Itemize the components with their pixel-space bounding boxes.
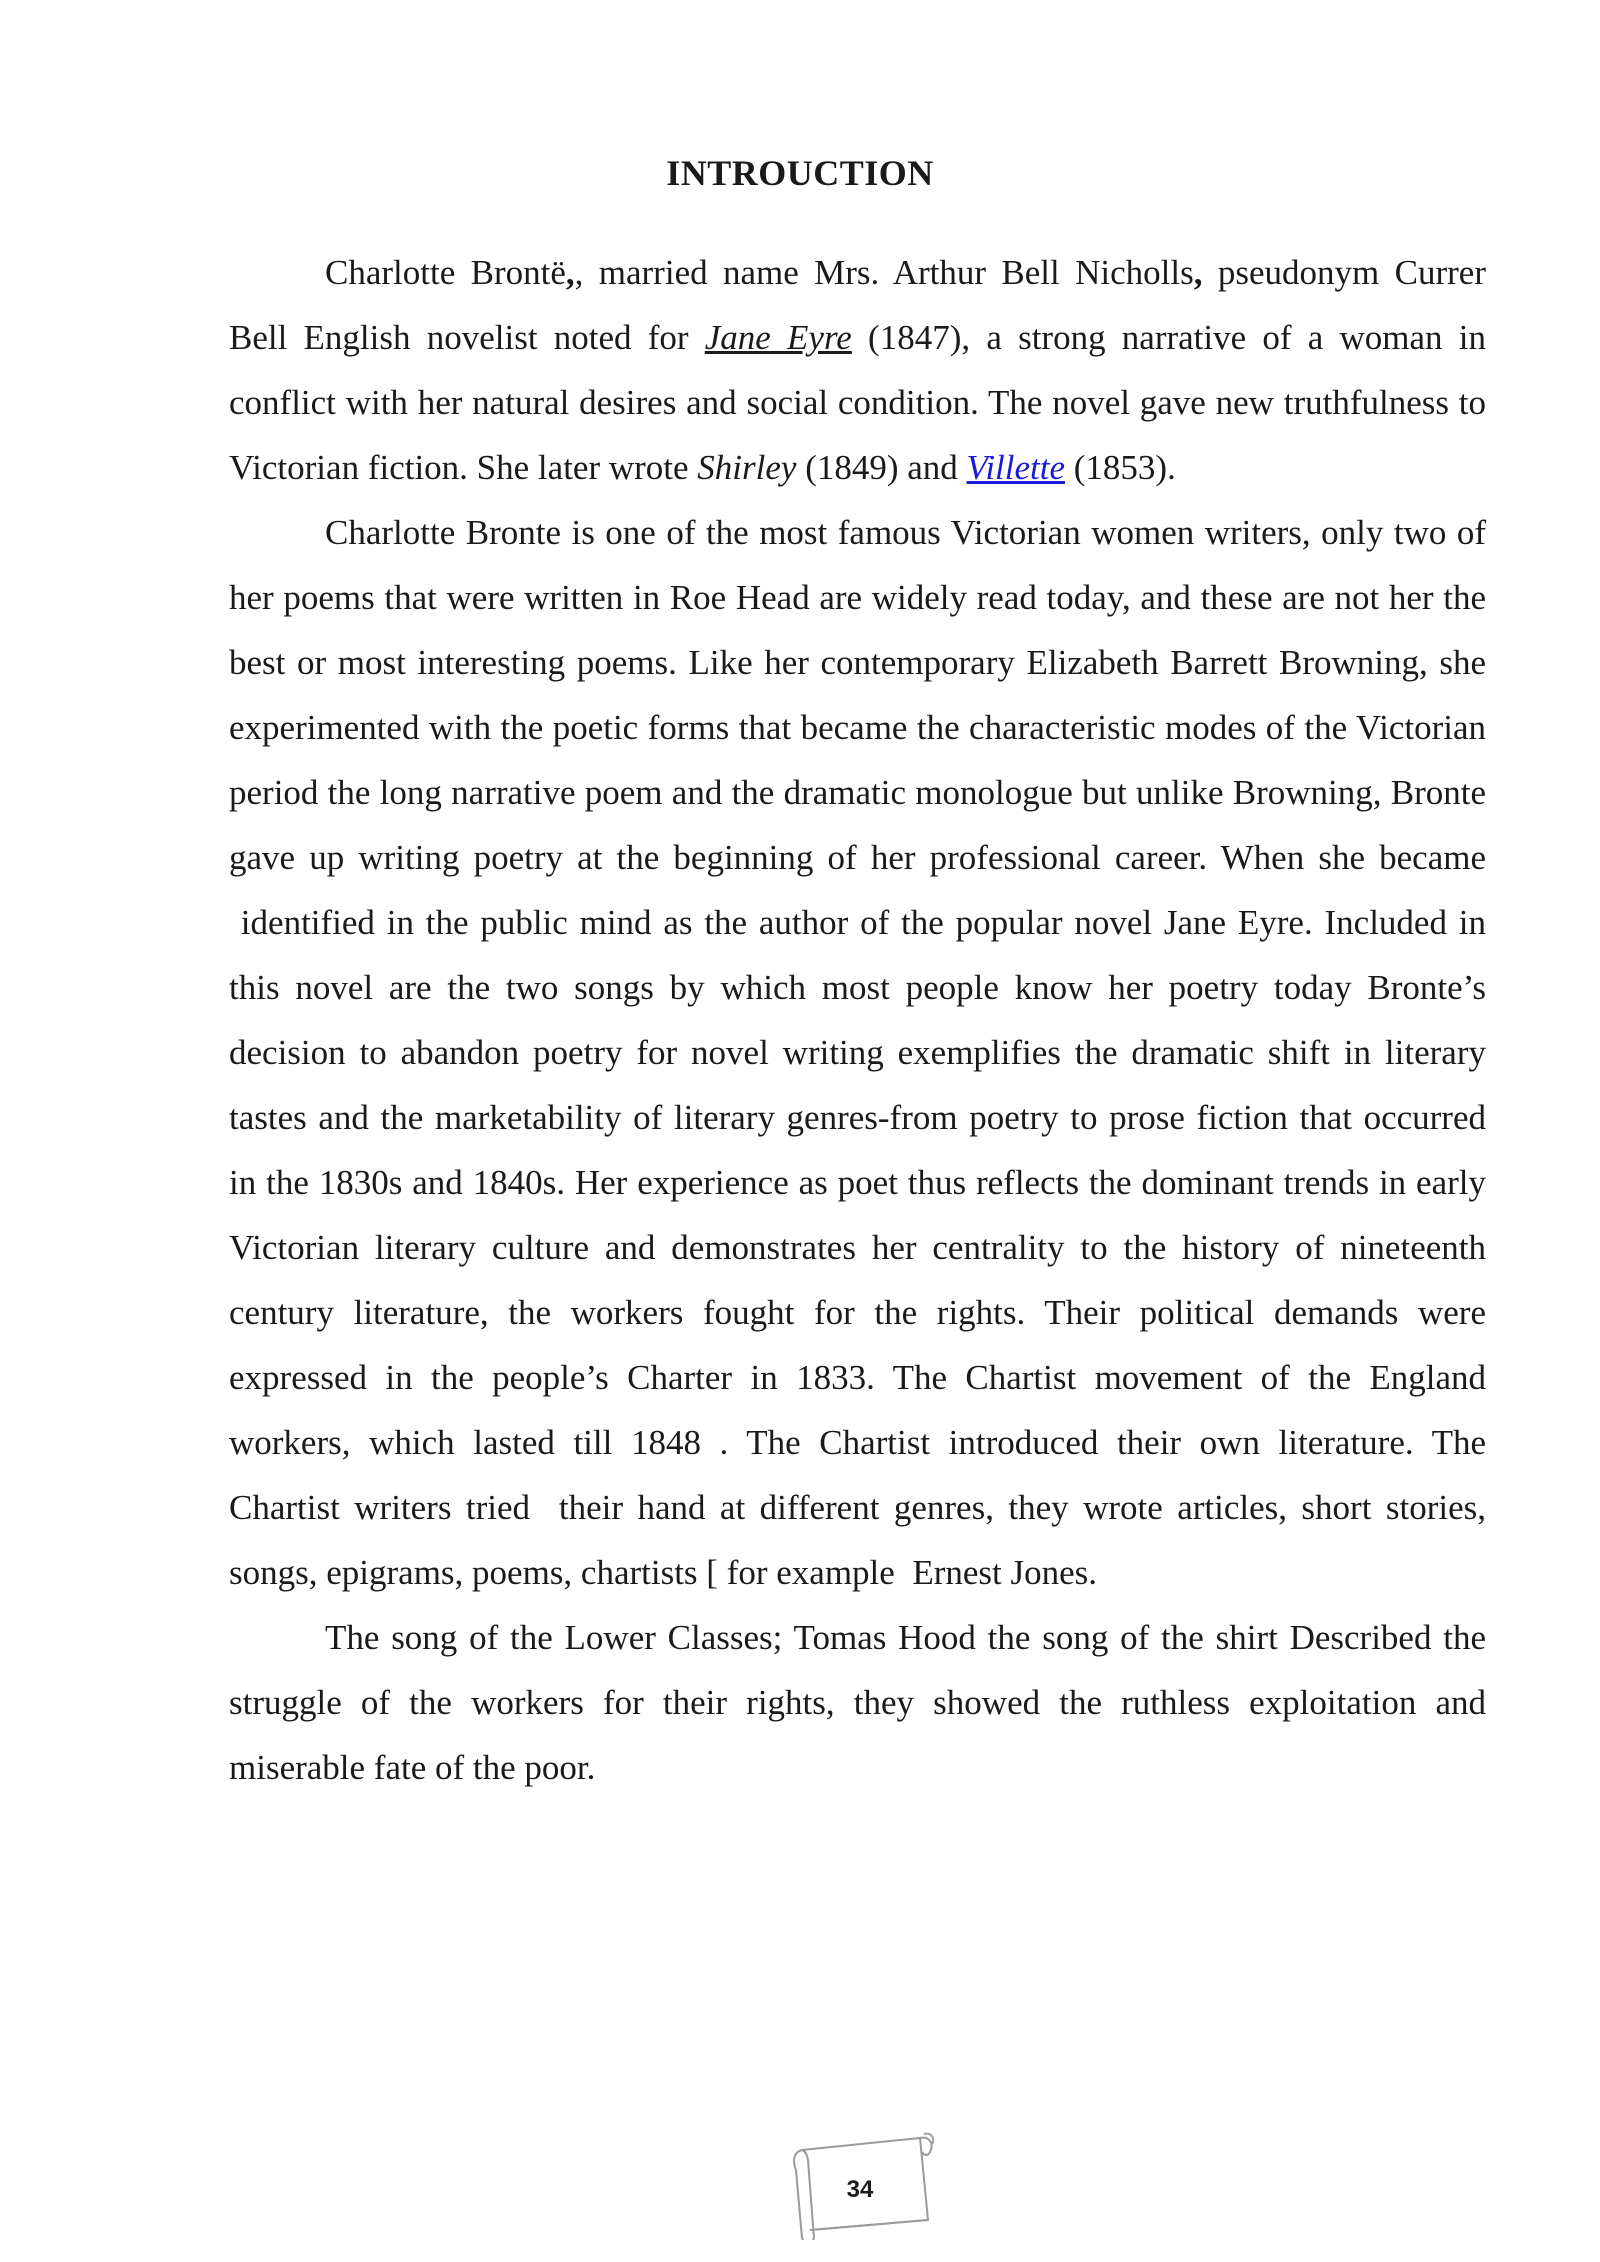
- document-body: [229, 240, 1486, 1800]
- paragraph-2: Charlotte Bronte is one of the most famous Victorian women writers, only two of her poems that were written in Roe Head are widely read today, and these are not her the best or most interesting poems. Like her contemporary Elizabeth Barrett Browning, she experimented with the poetic forms that became the characteristic modes of the Victorian period the long narrative poem and the dramatic monologue but unlike Browning, Bronte gave up writing poetry at the beginning of her professional career. When she became identified in the public mind as the author of the popular novel Jane Eyre. Included in this novel are the two songs by which most people know her poetry today Bronte’s decision to abandon poetry for novel writing exemplifies the dramatic shift in literary tastes and the marketability of literary genres-from poetry to prose fiction that occurred in the 1830s and 1840s. Her experience as poet thus reflects the dominant trends in early Victorian literary culture and demonstrates her centrality to the history of nineteenth century literature, the workers fought for the rights. Their political demands were expressed in the people’s Charter in 1833. The Chartist movement of the England workers, which lasted till 1848 . The Chartist introduced their own literature. The Chartist writers tried their hand at different genres, they wrote articles, short stories, songs, epigrams, poems, chartists [ for example Ernest Jones.: [229, 513, 1486, 1592]
- page-title: INTROUCTION: [666, 153, 934, 193]
- text-run: (1847), a strong narrative of a woman in conflict with her natural desires and social condition. The novel gave new truthfulness to Victorian fiction. She later wrote: [229, 318, 1486, 487]
- author-name: Charlotte Brontë: [325, 253, 566, 292]
- paragraph-1: [229, 240, 1486, 500]
- comma-bold: ,: [1193, 253, 1203, 292]
- text-run: (1853).: [1065, 448, 1176, 487]
- paragraph-3: The song of the Lower Classes; Tomas Hood the song of the shirt Described the struggle of the workers for their rights, they showed the ruthless exploitation and miserable fate of the poor.: [229, 1618, 1486, 1787]
- shirley-title: Shirley: [697, 448, 797, 487]
- page-number: 34: [846, 2176, 874, 2203]
- comma: ,: [565, 253, 575, 292]
- text-run: pseudonym Currer Bell English novelist noted for: [229, 253, 1486, 357]
- text-run: (1849) and: [796, 448, 967, 487]
- villette-link[interactable]: Villette: [966, 448, 1066, 487]
- jane-eyre-link[interactable]: Jane Eyre: [704, 318, 852, 357]
- text-run: , married name Mrs. Arthur Bell Nicholls: [574, 253, 1194, 292]
